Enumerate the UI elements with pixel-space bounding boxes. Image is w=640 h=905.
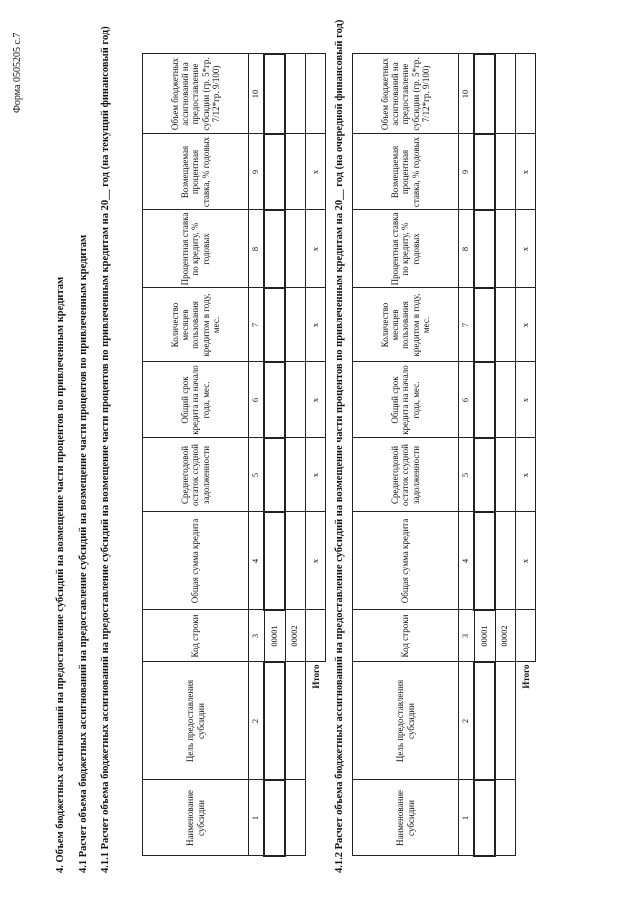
column-number: 7 — [459, 288, 475, 362]
header-total-loan: Общая сумма кредита — [143, 512, 249, 610]
column-number: 8 — [249, 210, 265, 288]
column-number: 4 — [459, 512, 475, 610]
data-cell[interactable] — [285, 210, 306, 288]
data-cell[interactable] — [285, 134, 306, 210]
data-cell[interactable] — [495, 438, 516, 512]
data-cell[interactable] — [264, 780, 285, 856]
section-heading-4-1-2: 4.1.2 Расчет объема бюджетных ассигнований на предоставление субсидий на возмещение части процентов по привлеченным кредитам на 20__ год (на очередной финансовый год) — [334, 19, 345, 873]
x-mark: x — [306, 210, 326, 288]
data-cell[interactable] — [264, 438, 285, 512]
header-months-used: Количество месяцев пользования кредитом в году, мес. — [143, 288, 249, 362]
data-cell[interactable] — [495, 134, 516, 210]
column-number: 1 — [459, 780, 475, 856]
x-mark: x — [306, 438, 326, 512]
data-cell[interactable] — [285, 662, 306, 780]
column-number: 1 — [249, 780, 265, 856]
header-total-loan: Общая сумма кредита — [353, 512, 459, 610]
data-cell[interactable] — [495, 288, 516, 362]
data-cell[interactable] — [474, 780, 495, 856]
column-number: 8 — [459, 210, 475, 288]
data-cell[interactable] — [285, 54, 306, 134]
data-cell[interactable] — [474, 54, 495, 134]
data-cell[interactable] — [264, 134, 285, 210]
data-cell[interactable] — [474, 662, 495, 780]
column-number: 10 — [249, 54, 265, 134]
data-cell[interactable] — [474, 288, 495, 362]
column-number: 2 — [249, 662, 265, 780]
data-cell[interactable] — [264, 210, 285, 288]
header-subsidy-purpose: Цель предоставления субсидии — [143, 662, 249, 780]
column-number: 9 — [249, 134, 265, 210]
x-mark: x — [516, 210, 536, 288]
header-subsidy-name: Наименование субсидии — [353, 780, 459, 856]
section-heading-4-1-1: 4.1.1 Расчет объема бюджетных ассигнований на предоставление субсидий на возмещение части процентов по привлеченным кредитам на 20__ год (на текущий финансовый год) — [100, 26, 111, 873]
column-number: 10 — [459, 54, 475, 134]
row-code-cell: 00002 — [495, 610, 516, 662]
total-label: Итого — [520, 664, 531, 689]
header-reimbursed-rate: Возмещаемая процентная ставка, % годовых — [353, 134, 459, 210]
column-number: 5 — [249, 438, 265, 512]
column-number: 6 — [459, 362, 475, 438]
data-cell[interactable] — [495, 512, 516, 610]
data-cell[interactable] — [264, 362, 285, 438]
x-mark: x — [306, 134, 326, 210]
data-cell[interactable] — [474, 134, 495, 210]
column-number: 2 — [459, 662, 475, 780]
x-mark: x — [306, 512, 326, 610]
column-number: 5 — [459, 438, 475, 512]
total-code-cell — [306, 610, 326, 662]
data-cell[interactable] — [285, 512, 306, 610]
data-cell[interactable] — [495, 662, 516, 780]
data-cell[interactable] — [495, 780, 516, 856]
x-mark: x — [516, 512, 536, 610]
header-interest-rate: Процентная ставка по кредиту, % годовых — [353, 210, 459, 288]
total-value-cell[interactable] — [306, 54, 326, 134]
header-subsidy-purpose: Цель предоставления субсидии — [353, 662, 459, 780]
table-current-year — [142, 53, 326, 857]
row-code-cell: 00001 — [264, 610, 285, 662]
header-avg-balance: Среднегодовой остаток ссудной задолженности — [143, 438, 249, 512]
header-subsidy-name: Наименование субсидии — [143, 780, 249, 856]
column-number: 7 — [249, 288, 265, 362]
data-cell[interactable] — [495, 210, 516, 288]
table-next-year — [352, 53, 536, 857]
total-value-cell[interactable] — [516, 54, 536, 134]
total-code-cell — [516, 610, 536, 662]
total-label: Итого — [310, 664, 321, 689]
column-number: 6 — [249, 362, 265, 438]
row-code-cell: 00001 — [474, 610, 495, 662]
data-cell[interactable] — [264, 288, 285, 362]
data-cell[interactable] — [474, 362, 495, 438]
data-cell[interactable] — [474, 210, 495, 288]
header-months-used: Количество месяцев пользования кредитом в году, мес. — [353, 288, 459, 362]
header-loan-term: Общий срок кредита на начало года, мес. — [143, 362, 249, 438]
x-mark: x — [516, 362, 536, 438]
data-cell[interactable] — [474, 438, 495, 512]
data-cell[interactable] — [495, 54, 516, 134]
section-heading-4-1: 4.1 Расчет объема бюджетных ассигнований на предоставление субсидий на возмещение части процентов по привлеченным кредитам — [78, 234, 89, 873]
column-number: 9 — [459, 134, 475, 210]
data-cell[interactable] — [264, 662, 285, 780]
data-cell[interactable] — [474, 512, 495, 610]
header-interest-rate: Процентная ставка по кредиту, % годовых — [143, 210, 249, 288]
header-budget-volume: Объем бюджетных ассигнований на предоставление субсидии (гр. 5*гр. 7/12*гр. 9/100) — [353, 54, 459, 134]
column-number: 4 — [249, 512, 265, 610]
column-number: 3 — [459, 610, 475, 662]
x-mark: x — [516, 438, 536, 512]
header-row-code: Код строки — [353, 610, 459, 662]
data-cell[interactable] — [264, 512, 285, 610]
x-mark: x — [516, 134, 536, 210]
x-mark: x — [306, 362, 326, 438]
row-code-cell: 00002 — [285, 610, 306, 662]
column-number: 3 — [249, 610, 265, 662]
data-cell[interactable] — [285, 288, 306, 362]
data-cell[interactable] — [495, 362, 516, 438]
x-mark: x — [516, 288, 536, 362]
header-avg-balance: Среднегодовой остаток ссудной задолженности — [353, 438, 459, 512]
data-cell[interactable] — [285, 438, 306, 512]
x-mark: x — [306, 288, 326, 362]
form-code: Форма 0505205 с.7 — [12, 32, 23, 113]
header-row-code: Код строки — [143, 610, 249, 662]
header-budget-volume: Объем бюджетных ассигнований на предоставление субсидии (гр. 5*гр. 7/12*гр. 9/100) — [143, 54, 249, 134]
section-heading-4: 4. Объем бюджетных ассигнований на предоставление субсидий на возмещение части процентов по привлеченным кредитам — [55, 276, 66, 873]
header-loan-term: Общий срок кредита на начало года, мес. — [353, 362, 459, 438]
data-cell[interactable] — [285, 780, 306, 856]
header-reimbursed-rate: Возмещаемая процентная ставка, % годовых — [143, 134, 249, 210]
data-cell[interactable] — [264, 54, 285, 134]
data-cell[interactable] — [285, 362, 306, 438]
